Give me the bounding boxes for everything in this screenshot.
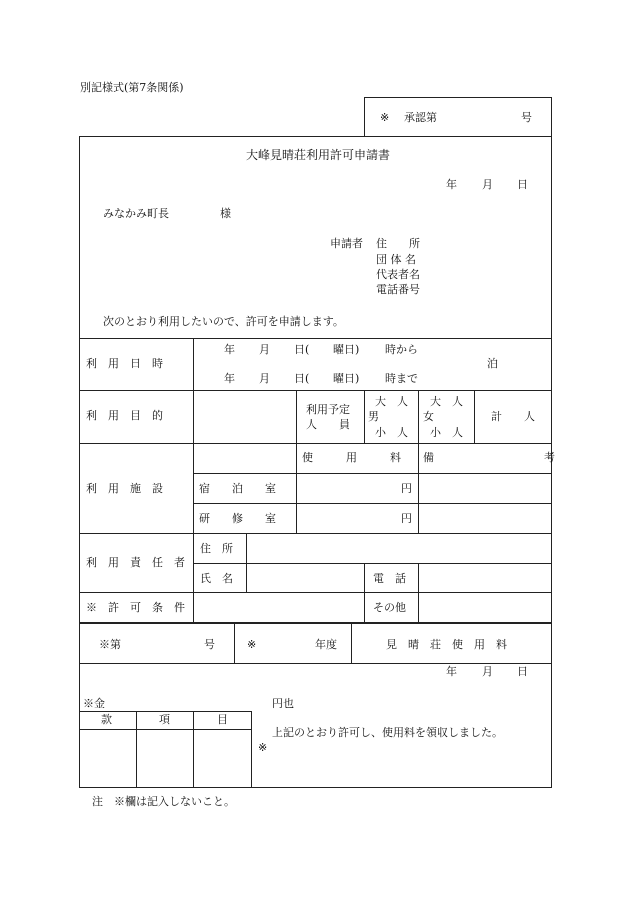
fee-number-label[interactable]: ※第 <box>99 638 121 651</box>
rule-10 <box>79 663 551 664</box>
purpose-div-4 <box>474 390 475 443</box>
approval-label[interactable]: 承認第 <box>404 111 437 124</box>
budget-header-kou: 項 <box>159 713 170 726</box>
footnote: 注 ※欄は記入しないこと。 <box>92 795 235 808</box>
start-weekday[interactable]: 曜日) <box>333 343 360 356</box>
budget-header-kan: 款 <box>101 713 112 726</box>
budget-header-rule <box>79 729 251 730</box>
total-people-field[interactable]: 計 人 <box>491 410 535 423</box>
dates-row-label: 利 用 日 時 <box>86 357 163 370</box>
amount-suffix: 円也 <box>272 697 294 710</box>
start-time[interactable]: 時から <box>385 343 418 356</box>
applicant-group-label[interactable]: 団 体 名 <box>376 253 416 266</box>
responsible-address-label[interactable]: 住 所 <box>200 542 233 555</box>
fee-div-2 <box>351 622 352 663</box>
facility-lodging-label: 宿 泊 室 <box>199 482 276 495</box>
responsible-name-label[interactable]: 氏 名 <box>200 572 233 585</box>
applicant-phone-label[interactable]: 電話番号 <box>376 283 420 296</box>
frame-left <box>79 136 80 787</box>
receipt-year[interactable]: 年 <box>446 665 457 678</box>
notes-header: 備 考 <box>423 451 555 464</box>
male-adult-label[interactable]: 大 人 <box>375 395 408 408</box>
rule-6 <box>79 533 551 534</box>
start-month[interactable]: 月 <box>259 343 270 356</box>
receipt-month[interactable]: 月 <box>482 665 493 678</box>
receipt-mark: ※ <box>258 741 268 754</box>
addressee-name: みなかみ町長 <box>103 207 169 220</box>
approval-mark: ※ <box>380 111 390 124</box>
start-day[interactable]: 日( <box>294 343 310 356</box>
responsible-div-2 <box>364 563 365 622</box>
facility-row-label: 利 用 施 設 <box>86 482 163 495</box>
female-adult-label[interactable]: 大 人 <box>430 395 463 408</box>
facility-training-label: 研 修 室 <box>199 512 276 525</box>
purpose-div-2 <box>364 390 365 443</box>
frame-right <box>551 97 552 787</box>
budget-header-moku: 目 <box>217 713 228 726</box>
approval-box-left <box>364 97 365 136</box>
purpose-div-3 <box>418 390 419 443</box>
female-label: 女 <box>423 410 434 423</box>
planned-people-label-2: 人 員 <box>306 418 350 431</box>
amount-label[interactable]: ※金 <box>83 697 105 710</box>
rule-1 <box>79 338 551 339</box>
fiscal-year-mark: ※ <box>247 638 257 651</box>
form-title: 大峰見晴荘利用許可申請書 <box>246 148 391 162</box>
budget-div-1 <box>136 711 137 787</box>
intro-text: 次のとおり利用したいので、許可を申請します。 <box>103 315 344 328</box>
fee-number-suffix: 号 <box>204 638 215 651</box>
date-year[interactable]: 年 <box>446 178 457 191</box>
addressee-honorific: 様 <box>220 207 231 220</box>
applicant-address-label[interactable]: 住 所 <box>376 237 420 250</box>
end-time[interactable]: 時まで <box>385 372 418 385</box>
training-fee-field[interactable]: 円 <box>401 512 412 525</box>
frame-bottom <box>79 787 552 788</box>
form-header-label: 別記様式(第7条関係) <box>80 81 184 94</box>
end-year[interactable]: 年 <box>224 372 235 385</box>
receipt-day[interactable]: 日 <box>517 665 528 678</box>
date-day[interactable]: 日 <box>517 178 528 191</box>
end-day[interactable]: 日( <box>294 372 310 385</box>
start-year[interactable]: 年 <box>224 343 235 356</box>
fee-header: 使 用 料 <box>302 451 401 464</box>
applicant-label: 申請者 <box>330 237 363 250</box>
facility-div-2 <box>418 443 419 533</box>
nights-field[interactable]: 泊 <box>487 357 498 370</box>
facility-div-1 <box>296 443 297 533</box>
responsible-div-3 <box>418 563 419 622</box>
fiscal-year-field[interactable]: 年度 <box>315 638 337 651</box>
lodging-fee-field[interactable]: 円 <box>401 482 412 495</box>
budget-top <box>79 711 251 712</box>
male-label: 男 <box>368 410 379 423</box>
rule-5 <box>193 503 551 504</box>
purpose-row-label: 利 用 目 的 <box>86 409 163 422</box>
rule-4 <box>193 473 551 474</box>
responsible-phone-label[interactable]: 電 話 <box>373 572 406 585</box>
female-child-label[interactable]: 小 人 <box>430 426 463 439</box>
fee-div-1 <box>234 622 235 663</box>
label-col-divider <box>193 338 194 622</box>
planned-people-label: 利用予定 <box>306 403 350 416</box>
rule-2 <box>79 390 551 391</box>
date-month[interactable]: 月 <box>482 178 493 191</box>
fee-title: 見 晴 荘 使 用 料 <box>386 638 507 651</box>
approval-suffix: 号 <box>521 111 532 124</box>
end-weekday[interactable]: 曜日) <box>333 372 360 385</box>
conditions-row-label: ※ 許 可 条 件 <box>86 601 185 614</box>
responsible-row-label: 利 用 責 任 者 <box>86 556 185 569</box>
receipt-text: 上記のとおり許可し、使用料を領収しました。 <box>272 726 503 739</box>
conditions-other-label[interactable]: その他 <box>373 601 406 614</box>
male-child-label[interactable]: 小 人 <box>375 426 408 439</box>
applicant-representative-label[interactable]: 代表者名 <box>376 268 420 281</box>
rule-3 <box>79 443 551 444</box>
rule-8 <box>79 592 551 593</box>
approval-box-top <box>364 97 551 98</box>
purpose-div-1 <box>296 390 297 443</box>
frame-top <box>79 136 551 137</box>
responsible-div-1 <box>246 533 247 592</box>
budget-div-3 <box>251 711 252 787</box>
rule-9 <box>79 622 551 624</box>
end-month[interactable]: 月 <box>259 372 270 385</box>
budget-div-2 <box>193 711 194 787</box>
